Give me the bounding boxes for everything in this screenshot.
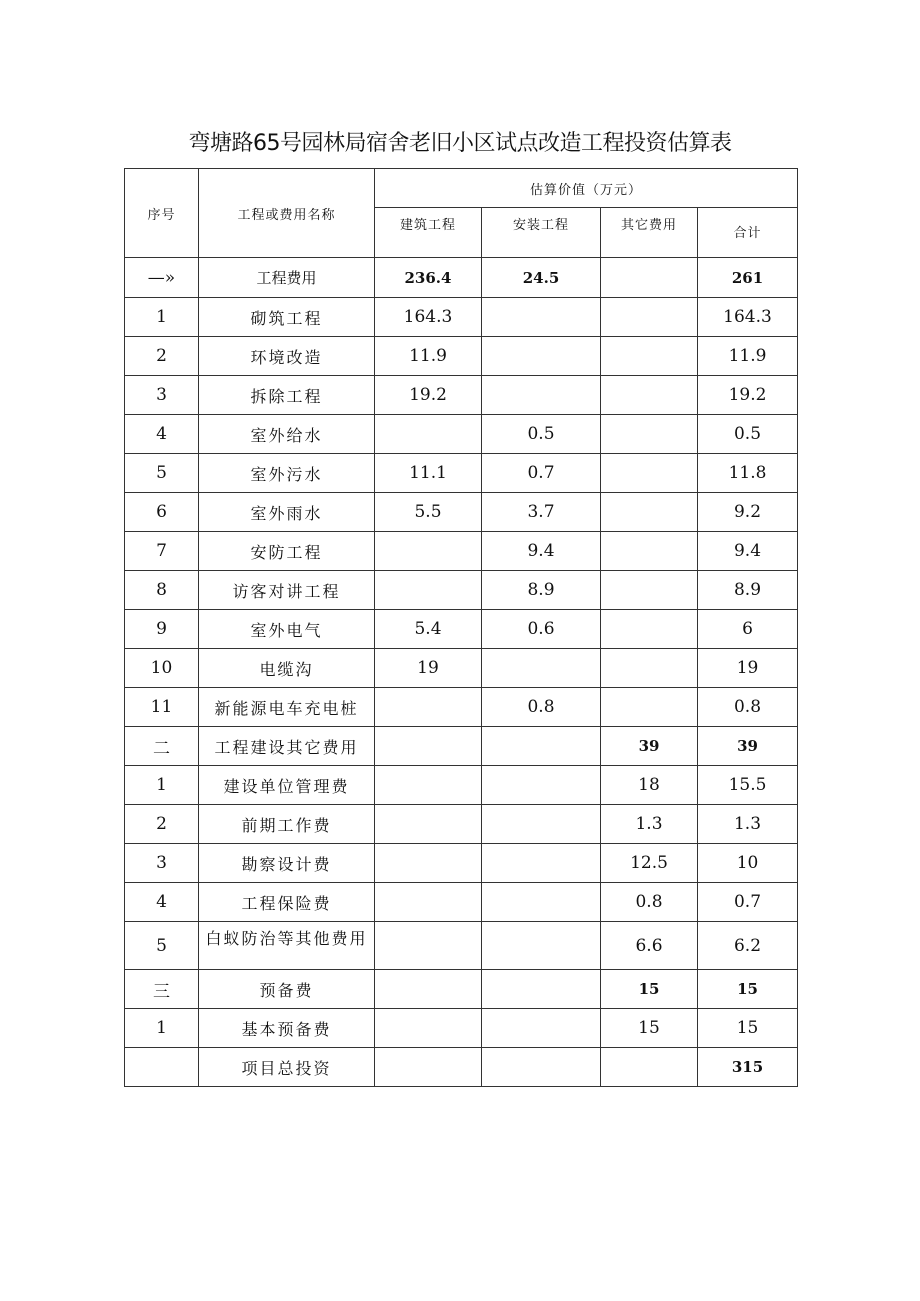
cell-build: 11.9 bbox=[375, 337, 482, 376]
cell-name: 工程建设其它费用 bbox=[199, 727, 375, 766]
table-row bbox=[125, 805, 798, 844]
cell-other bbox=[601, 532, 698, 571]
table-row bbox=[125, 258, 798, 298]
cell-seq: 5 bbox=[125, 922, 199, 970]
cell-other bbox=[601, 688, 698, 727]
cell-install bbox=[482, 337, 601, 376]
cell-other bbox=[601, 610, 698, 649]
cell-seq: 2 bbox=[125, 805, 199, 844]
table-row bbox=[125, 727, 798, 766]
cell-name: 预备费 bbox=[199, 970, 375, 1009]
header-group: 估算价值（万元） bbox=[375, 169, 798, 208]
cell-other: 1.3 bbox=[601, 805, 698, 844]
table-row bbox=[125, 493, 798, 532]
header-row bbox=[125, 169, 798, 208]
table-row bbox=[125, 376, 798, 415]
cell-name: 电缆沟 bbox=[199, 649, 375, 688]
cell-name: 勘察设计费 bbox=[199, 844, 375, 883]
cell-seq: 10 bbox=[125, 649, 199, 688]
cell-install bbox=[482, 649, 601, 688]
table-row bbox=[125, 337, 798, 376]
cell-name: 环境改造 bbox=[199, 337, 375, 376]
cell-install: 0.6 bbox=[482, 610, 601, 649]
cell-seq: 1 bbox=[125, 766, 199, 805]
cell-other: 39 bbox=[601, 727, 698, 766]
cell-seq: 8 bbox=[125, 571, 199, 610]
cell-total: 15.5 bbox=[698, 766, 798, 805]
table-row bbox=[125, 1048, 798, 1087]
cell-name: 前期工作费 bbox=[199, 805, 375, 844]
cell-build bbox=[375, 727, 482, 766]
table-row bbox=[125, 922, 798, 970]
cell-name: 工程保险费 bbox=[199, 883, 375, 922]
cell-total: 10 bbox=[698, 844, 798, 883]
cell-name: 室外污水 bbox=[199, 454, 375, 493]
cell-other bbox=[601, 337, 698, 376]
cell-build: 19 bbox=[375, 649, 482, 688]
cell-total: 0.8 bbox=[698, 688, 798, 727]
cell-total: 0.5 bbox=[698, 415, 798, 454]
cell-seq: 7 bbox=[125, 532, 199, 571]
table-row bbox=[125, 844, 798, 883]
cell-install bbox=[482, 922, 601, 970]
cell-total: 6.2 bbox=[698, 922, 798, 970]
cell-total: 15 bbox=[698, 970, 798, 1009]
cell-seq: 5 bbox=[125, 454, 199, 493]
cell-seq: 3 bbox=[125, 376, 199, 415]
cell-name: 室外电气 bbox=[199, 610, 375, 649]
header-seq: 序号 bbox=[125, 169, 199, 258]
table-row bbox=[125, 883, 798, 922]
cell-total: 164.3 bbox=[698, 298, 798, 337]
cell-install: 0.8 bbox=[482, 688, 601, 727]
cell-install bbox=[482, 805, 601, 844]
table-row bbox=[125, 688, 798, 727]
cell-build: 11.1 bbox=[375, 454, 482, 493]
cell-build bbox=[375, 883, 482, 922]
cell-total: 19.2 bbox=[698, 376, 798, 415]
cell-other bbox=[601, 1048, 698, 1087]
cell-name: 室外给水 bbox=[199, 415, 375, 454]
header-total: 合计 bbox=[698, 208, 798, 258]
cell-name: 室外雨水 bbox=[199, 493, 375, 532]
cell-name: 访客对讲工程 bbox=[199, 571, 375, 610]
cell-build: 236.4 bbox=[375, 258, 482, 298]
header-other: 其它费用 bbox=[601, 208, 698, 258]
table-row bbox=[125, 1009, 798, 1048]
cell-name: 建设单位管理费 bbox=[199, 766, 375, 805]
table-row bbox=[125, 454, 798, 493]
cell-build: 19.2 bbox=[375, 376, 482, 415]
cell-other: 6.6 bbox=[601, 922, 698, 970]
cell-seq: 1 bbox=[125, 1009, 199, 1048]
cell-other: 12.5 bbox=[601, 844, 698, 883]
header-name: 工程或费用名称 bbox=[199, 169, 375, 258]
cell-install: 0.5 bbox=[482, 415, 601, 454]
cell-other: 18 bbox=[601, 766, 698, 805]
cell-build bbox=[375, 766, 482, 805]
cell-build bbox=[375, 532, 482, 571]
cell-total: 9.4 bbox=[698, 532, 798, 571]
cell-seq: 4 bbox=[125, 415, 199, 454]
cell-seq: 9 bbox=[125, 610, 199, 649]
cell-seq: 三 bbox=[125, 970, 199, 1009]
cell-total: 0.7 bbox=[698, 883, 798, 922]
table-row bbox=[125, 415, 798, 454]
cell-seq: 4 bbox=[125, 883, 199, 922]
cell-name: 项目总投资 bbox=[199, 1048, 375, 1087]
cell-name: 新能源电车充电桩 bbox=[199, 688, 375, 727]
cell-other bbox=[601, 571, 698, 610]
cell-name: 拆除工程 bbox=[199, 376, 375, 415]
cell-install: 24.5 bbox=[482, 258, 601, 298]
cell-other: 15 bbox=[601, 970, 698, 1009]
cell-total: 6 bbox=[698, 610, 798, 649]
cell-build bbox=[375, 415, 482, 454]
table-row bbox=[125, 532, 798, 571]
cell-other: 15 bbox=[601, 1009, 698, 1048]
cell-build: 5.4 bbox=[375, 610, 482, 649]
cell-seq: 11 bbox=[125, 688, 199, 727]
cell-build bbox=[375, 844, 482, 883]
cell-install: 9.4 bbox=[482, 532, 601, 571]
cell-total: 11.9 bbox=[698, 337, 798, 376]
cell-install: 0.7 bbox=[482, 454, 601, 493]
cell-build bbox=[375, 805, 482, 844]
cell-install bbox=[482, 844, 601, 883]
cell-other bbox=[601, 454, 698, 493]
cell-install bbox=[482, 376, 601, 415]
cell-install bbox=[482, 298, 601, 337]
cell-seq: 3 bbox=[125, 844, 199, 883]
header-build: 建筑工程 bbox=[375, 208, 482, 258]
cell-other: 0.8 bbox=[601, 883, 698, 922]
cell-install: 8.9 bbox=[482, 571, 601, 610]
cell-seq: 2 bbox=[125, 337, 199, 376]
table-row bbox=[125, 970, 798, 1009]
table-row bbox=[125, 610, 798, 649]
cell-total: 19 bbox=[698, 649, 798, 688]
cell-build bbox=[375, 688, 482, 727]
cell-build: 164.3 bbox=[375, 298, 482, 337]
cell-name: 砌筑工程 bbox=[199, 298, 375, 337]
table-row bbox=[125, 649, 798, 688]
cell-name: 白蚁防治等其他费用 bbox=[199, 922, 375, 970]
table-row bbox=[125, 571, 798, 610]
cell-build bbox=[375, 1048, 482, 1087]
cell-other bbox=[601, 258, 698, 298]
cell-other bbox=[601, 298, 698, 337]
cell-build bbox=[375, 571, 482, 610]
cell-seq: 二 bbox=[125, 727, 199, 766]
cell-install bbox=[482, 727, 601, 766]
cell-other bbox=[601, 493, 698, 532]
header-install: 安装工程 bbox=[482, 208, 601, 258]
cell-name: 基本预备费 bbox=[199, 1009, 375, 1048]
table-row bbox=[125, 298, 798, 337]
cell-total: 39 bbox=[698, 727, 798, 766]
cell-total: 11.8 bbox=[698, 454, 798, 493]
estimate-table bbox=[124, 168, 798, 1087]
cell-total: 15 bbox=[698, 1009, 798, 1048]
cell-seq: 6 bbox=[125, 493, 199, 532]
cell-install bbox=[482, 766, 601, 805]
cell-other bbox=[601, 649, 698, 688]
cell-install bbox=[482, 883, 601, 922]
cell-name: 安防工程 bbox=[199, 532, 375, 571]
cell-seq: —» bbox=[125, 258, 199, 298]
cell-seq bbox=[125, 1048, 199, 1087]
cell-other bbox=[601, 415, 698, 454]
cell-build bbox=[375, 1009, 482, 1048]
cell-total: 315 bbox=[698, 1048, 798, 1087]
cell-total: 261 bbox=[698, 258, 798, 298]
cell-seq: 1 bbox=[125, 298, 199, 337]
cell-install bbox=[482, 1048, 601, 1087]
cell-install: 3.7 bbox=[482, 493, 601, 532]
cell-other bbox=[601, 376, 698, 415]
cell-build bbox=[375, 970, 482, 1009]
page-title: 弯塘路65号园林局宿舍老旧小区试点改造工程投资估算表 bbox=[188, 131, 732, 156]
table-row bbox=[125, 766, 798, 805]
cell-install bbox=[482, 1009, 601, 1048]
cell-total: 1.3 bbox=[698, 805, 798, 844]
cell-total: 8.9 bbox=[698, 571, 798, 610]
cell-build: 5.5 bbox=[375, 493, 482, 532]
cell-install bbox=[482, 970, 601, 1009]
cell-name: 工程费用 bbox=[199, 258, 375, 298]
cell-total: 9.2 bbox=[698, 493, 798, 532]
cell-build bbox=[375, 922, 482, 970]
